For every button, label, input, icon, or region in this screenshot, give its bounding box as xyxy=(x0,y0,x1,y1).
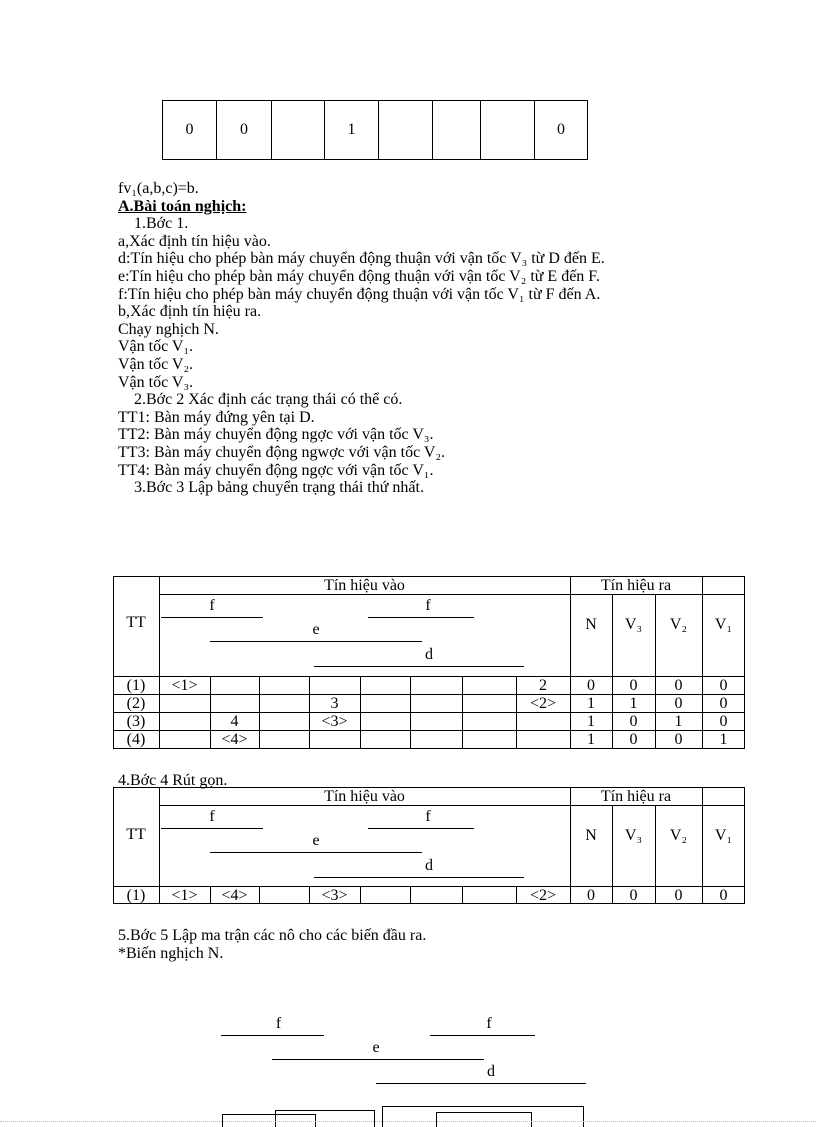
text-line: Chạy nghịch N. xyxy=(118,320,219,338)
out-col-header: N xyxy=(585,827,597,844)
output-cell: 0 xyxy=(719,713,728,730)
var-e: e xyxy=(312,832,320,849)
top-cell xyxy=(480,100,535,160)
input-header: Tín hiệu vào xyxy=(324,788,405,805)
text-line: a,Xác định tín hiệu vào. xyxy=(118,232,271,250)
text-line: Vận tốc V₂. xyxy=(118,355,194,373)
output-header: Tín hiệu ra xyxy=(600,788,672,805)
step5-text: 5.Bớc 5 Lập ma trận các nô cho các biến đầu ra. xyxy=(118,927,427,944)
var-f: f xyxy=(209,597,215,614)
output-cell: 1 xyxy=(587,731,595,748)
out-col-header: N xyxy=(585,616,597,633)
var-d: d xyxy=(425,857,433,874)
state-cell: <3> xyxy=(321,713,348,730)
out-col-header: V₃ xyxy=(624,616,643,633)
var-d: d xyxy=(425,646,433,663)
output-cell: 1 xyxy=(587,713,595,730)
output-header: Tín hiệu ra xyxy=(600,577,672,594)
output-cell: 0 xyxy=(629,713,638,730)
output-cell: 0 xyxy=(674,731,683,748)
tt-header: TT xyxy=(126,826,146,843)
top-cell: 0 xyxy=(534,100,588,160)
output-cell: 0 xyxy=(587,677,595,694)
output-cell: 0 xyxy=(719,677,728,694)
output-cell: 0 xyxy=(629,887,638,904)
output-cell: 0 xyxy=(674,677,683,694)
text-line: d:Tín hiệu cho phép bàn máy chuyển động thuận với vận tốc V₃ từ D đến E. xyxy=(118,250,605,268)
top-cell xyxy=(378,100,433,160)
row-id: (2) xyxy=(126,695,146,712)
text-line: b,Xác định tín hiệu ra. xyxy=(118,303,262,321)
text-line: Vận tốc V₁. xyxy=(118,338,194,356)
out-col-header: V₂ xyxy=(669,827,688,844)
tt-header: TT xyxy=(126,614,146,631)
state-cell: 4 xyxy=(230,713,239,730)
text-line: TT4: Bàn máy chuyển động ngợc với vận tốc V₁. xyxy=(118,461,434,479)
output-cell: 0 xyxy=(629,677,638,694)
var-e: e xyxy=(312,621,320,638)
output-cell: 0 xyxy=(587,887,595,904)
output-cell: 1 xyxy=(674,713,683,730)
output-cell: 1 xyxy=(719,731,728,748)
var-f: f xyxy=(425,808,431,825)
text-line: TT1: Bàn máy đứng yên tại D. xyxy=(118,408,315,426)
output-cell: 1 xyxy=(629,695,638,712)
output-cell: 0 xyxy=(674,887,683,904)
output-cell: 0 xyxy=(629,731,638,748)
body-text xyxy=(118,180,758,497)
var-e: e xyxy=(372,1039,380,1056)
row-id: (4) xyxy=(126,731,146,748)
state-cell: <2> xyxy=(529,887,557,904)
top-cell: 1 xyxy=(324,100,379,160)
top-cell xyxy=(432,100,481,160)
var-d: d xyxy=(487,1063,495,1080)
out-col-header: V₁ xyxy=(714,827,733,844)
output-cell: 0 xyxy=(674,695,683,712)
state-cell: <3> xyxy=(321,887,348,904)
state-cell: <4> xyxy=(221,887,248,904)
step4-text: 4.Bớc 4 Rút gọn. xyxy=(118,772,228,789)
text-line: TT3: Bàn máy chuyển động ngwợc với vận tốc V₂. xyxy=(118,443,446,461)
output-cell: 0 xyxy=(719,887,728,904)
row-id: (1) xyxy=(126,677,146,694)
step5b-text: *Biến nghịch N. xyxy=(118,945,224,962)
out-col-header: V₁ xyxy=(714,616,733,633)
row-id: (3) xyxy=(126,713,146,730)
state-cell: <1> xyxy=(171,887,198,904)
state-cell: <1> xyxy=(171,677,198,694)
var-f: f xyxy=(425,597,431,614)
top-cell xyxy=(271,100,325,160)
top-cell: 0 xyxy=(216,100,272,160)
out-col-header: V₂ xyxy=(669,616,688,633)
section-heading: A.Bài toán nghịch: xyxy=(118,197,247,215)
top-cell: 0 xyxy=(162,100,217,160)
state-cell: <2> xyxy=(529,695,557,712)
text-line: Vận tốc V₃. xyxy=(118,373,194,391)
formula-line: fv₁(a,b,c)=b. xyxy=(118,180,199,197)
text-line: 1.Bớc 1. xyxy=(134,215,189,233)
state-cell: 2 xyxy=(539,677,547,694)
output-cell: 1 xyxy=(587,695,595,712)
text-line: 2.Bớc 2 Xác định các trạng thái có thể có. xyxy=(134,391,403,409)
row-id: (1) xyxy=(126,887,146,904)
text-line: 3.Bớc 3 Lập bảng chuyển trạng thái thứ nhất. xyxy=(134,479,424,497)
var-f: f xyxy=(486,1015,492,1032)
state-cell: 3 xyxy=(330,695,339,712)
text-line: TT2: Bàn máy chuyển động ngợc với vận tốc V₃. xyxy=(118,426,434,444)
input-header: Tín hiệu vào xyxy=(324,577,405,594)
var-f: f xyxy=(275,1015,282,1032)
state-cell: <4> xyxy=(221,731,248,748)
var-f: f xyxy=(209,808,215,825)
output-cell: 0 xyxy=(719,695,728,712)
text-line: e:Tín hiệu cho phép bàn máy chuyển động thuận với vận tốc V₂ từ E đến F. xyxy=(118,267,600,285)
out-col-header: V₃ xyxy=(624,827,643,844)
text-line: f:Tín hiệu cho phép bàn máy chuyển động thuận với vận tốc V₁ từ F đến A. xyxy=(118,285,601,303)
